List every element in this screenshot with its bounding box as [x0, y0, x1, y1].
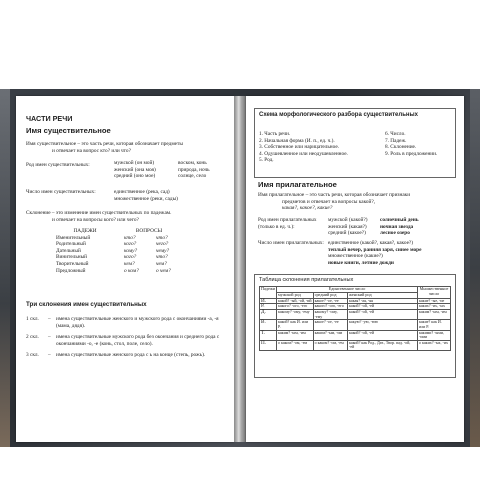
gender-list	[114, 160, 232, 180]
noun-definition: Имя существительное – это часть речи, которая обозначает предметы и отвечает на вопрос кто? или что?	[26, 141, 183, 154]
scheme-heading: Схема морфологического разбора существительных	[259, 112, 418, 118]
cover-edge-right	[470, 89, 480, 447]
table-header-row: Падежи Единственное число Множественное число	[260, 287, 451, 293]
adjective-table-heading: Таблица склонения прилагательных	[259, 277, 354, 283]
declension-item: 3 скл. – имена существительные женского рода с ь на конце (степь, рожь).	[26, 352, 206, 359]
declension-item: 1 скл. – имена существительные женского и мужского рода с окончаниями -а, -я (мама, дядя).	[26, 316, 219, 329]
adj-number-list: единственное (какой?, какая?, какое?) теплый вечер, ранняя заря, синее море множественное (какие?) новые книги, летние дожди	[328, 240, 422, 266]
scheme-list-left: 1. Часть речи. 2. Начальная форма (И. п., ед. ч.). 3. Собственное или нарицательное. 4. Одушевленное или неодушевленное. 5. Род.	[259, 131, 348, 164]
adjective-table-box	[254, 274, 456, 378]
table-row: И. какой? -ый, -ой, -ий какое? -ое, -ее какая? -ая, -яя какие? -ые, -ие	[260, 298, 451, 304]
case-row: Предложный о ком? о чем?	[56, 267, 171, 274]
cases-header: ПАДЕЖИ ВОПРОСЫ	[73, 228, 163, 234]
left-page	[16, 96, 234, 442]
right-page	[246, 96, 464, 442]
scheme-box	[254, 108, 456, 178]
case-row: Именительный кто? что?	[56, 234, 168, 241]
cover-edge-left	[0, 89, 10, 447]
declension-item: 2 скл. – имена существительные мужского рода без окончания и среднего рода с окончаниями -о, -е (конь, стол, поле, село).	[26, 334, 220, 347]
table-row: Т. каким? -ым, -им каким? -ым, -им какой? -ой, -ей какими? -ыми, -ими	[260, 330, 451, 340]
declensions-list	[26, 316, 231, 359]
adj-gender-row: средний (какое?) лесное озеро	[328, 230, 410, 237]
adj-gender-list	[328, 217, 458, 237]
gender-label: Род имен существительных:	[26, 162, 90, 168]
table-row: П. о каком? -ом, -ем о каком? -ом, -ем какой? как Род., Дат., Твор. пад. -ой, -ей о каких? -ых, -их	[260, 340, 451, 350]
case-row: Творительный кем? чем?	[56, 260, 167, 267]
gender-row: средний (оно мое) солнце, село	[114, 173, 207, 180]
number-list: единственное (река, сад) множественное (реки, сады)	[114, 189, 178, 202]
adjective-definition: Имя прилагательное – это часть речи, которая обозначает признаки предметов и отвечает на вопросы какой?, какая?, какое?, какие?	[258, 192, 411, 212]
declension-definition: Склонение – это изменение имен существительных по падежам. и отвечает на вопросы кого? или чего?	[26, 210, 172, 223]
adj-gender-label: Род имен прилагательных (только в ед. ч.):	[258, 217, 317, 230]
scheme-list-right: 6. Число. 7. Падеж. 8. Склонение. 9. Роль в предложении.	[385, 131, 438, 157]
adjective-table	[259, 286, 451, 351]
gender-row: мужской (он мой) воском, конь	[114, 160, 207, 166]
number-label: Число имен существительных:	[26, 189, 96, 195]
table-subheader-row: мужской род средний род женский род	[260, 292, 451, 298]
case-row: Дательный кому? чему?	[56, 247, 170, 254]
table-row: Д. какому? -ому, -ему какому? -ому, -ему какой? -ой, -ей каким? -ым, -им	[260, 310, 451, 320]
book-spine	[234, 96, 246, 442]
adjective-heading: Имя прилагательное	[258, 180, 337, 189]
adj-number-label: Число имен прилагательных:	[258, 240, 324, 246]
adj-gender-row: женский (какая?) ночная звезда	[328, 223, 414, 230]
table-row: Р. какого? -ого, -его какого? -ого, -его какой? -ой, -ей каких? -их, -ых	[260, 304, 451, 310]
gender-row: женский (она моя) природа, ночь	[114, 166, 210, 173]
three-declensions-heading: Три склонения имен существительных	[26, 301, 147, 308]
table-row: В. какой? как И. или Р. какое? -ое, -ее какую? -ую, -юю какие? как И. или Р.	[260, 320, 451, 330]
noun-heading: Имя существительное	[26, 126, 111, 135]
case-row: Родительный кого? чего?	[56, 241, 169, 248]
adj-gender-row: мужской (какой?) солнечный день	[328, 217, 419, 223]
cases-table	[56, 228, 196, 274]
case-row: Винительный кого? что?	[56, 254, 168, 261]
page-title: ЧАСТИ РЕЧИ	[26, 114, 73, 123]
